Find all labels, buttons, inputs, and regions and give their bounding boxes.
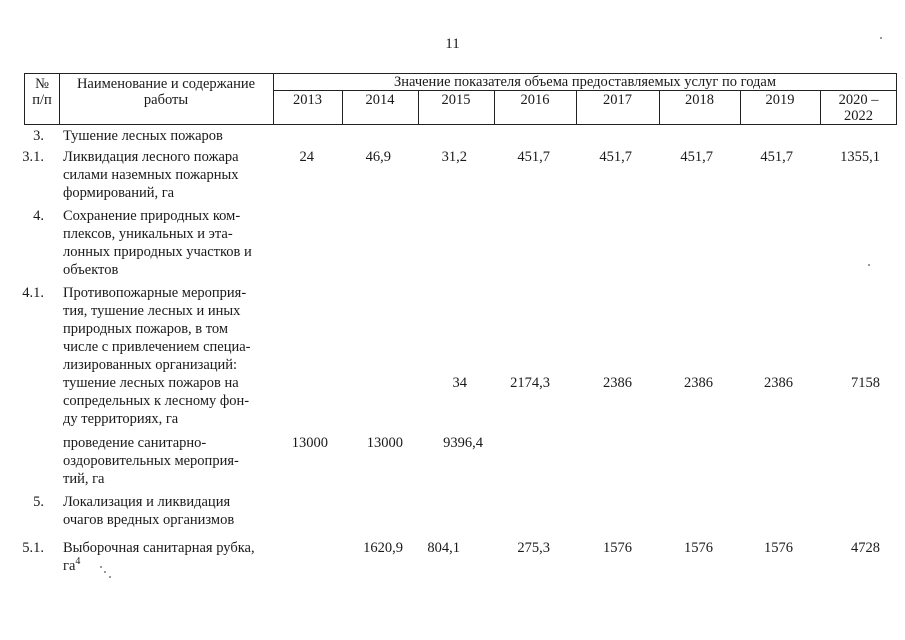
row-name — [63, 207, 275, 279]
value-cell: 24 — [299, 149, 314, 165]
row-number: 5.1. — [22, 540, 44, 556]
row-name-line: тушение лесных пожаров на — [63, 375, 239, 391]
num-header-line: № — [35, 76, 49, 92]
value-cell: 46,9 — [365, 149, 391, 165]
name-header-line: Наименование и содержание — [76, 76, 256, 92]
row-name-line: числе с привлечением специа- — [63, 339, 251, 355]
num-header-line: п/п — [32, 92, 52, 108]
row-name-line: природных пожаров, в том — [63, 321, 229, 337]
row-name-text: га — [63, 558, 76, 574]
row-number: 3. — [33, 128, 44, 144]
value-cell: 2386 — [603, 375, 632, 391]
value-cell: 13000 — [291, 435, 328, 451]
row-name — [63, 127, 275, 145]
row-name-line: формирований, га — [63, 185, 175, 201]
row-number: 4. — [33, 208, 44, 224]
value-cell: 4728 — [851, 540, 880, 556]
row-name — [63, 374, 275, 428]
value-cell: 451,7 — [680, 149, 713, 165]
row-name — [63, 148, 275, 202]
row-name-line: Выборочная санитарная рубка, — [63, 540, 255, 556]
table-header — [24, 73, 897, 125]
value-cell: 2386 — [684, 375, 713, 391]
year-header: 2014 — [365, 92, 395, 108]
row-name-line: Противопожарные мероприя- — [63, 285, 247, 301]
value-cell: 7158 — [851, 375, 880, 391]
value-cell: 1576 — [603, 540, 632, 556]
row-name-line: оздоровительных мероприя- — [63, 453, 239, 469]
value-cell: 1355,1 — [840, 149, 880, 165]
year-header: 2018 — [685, 92, 714, 108]
value-cell: 451,7 — [760, 149, 793, 165]
row-name-line: тия, тушение лесных и иных — [63, 303, 241, 319]
row-name-line — [63, 557, 275, 575]
row-name — [63, 284, 275, 374]
row-number: 5. — [33, 494, 44, 510]
scan-speck — [880, 37, 882, 39]
row-name-line: очагов вредных организмов — [63, 512, 235, 528]
num-header — [25, 76, 59, 108]
row-number: 4.1. — [22, 285, 44, 301]
year-header: 2013 — [293, 92, 322, 108]
row-name-line: тий, га — [63, 471, 105, 487]
values-header: Значение показателя объема предоставляемых услуг по годам — [393, 74, 777, 90]
year-header: 2019 — [765, 92, 795, 108]
value-cell: 1620,9 — [363, 540, 403, 556]
row-name-line: объектов — [63, 262, 119, 278]
row-name-line: сопредельных к лесному фон- — [63, 393, 250, 409]
name-header-line: работы — [143, 92, 189, 108]
footnote-mark: 4 — [75, 556, 81, 568]
scan-speck — [109, 576, 111, 578]
value-cell: 2174,3 — [510, 375, 550, 391]
value-cell: 31,2 — [441, 149, 467, 165]
year-header-line: 2022 — [844, 108, 873, 124]
row-name-line: плексов, уникальных и эта- — [63, 226, 233, 242]
scan-speck — [868, 264, 870, 266]
page-number: 11 — [445, 36, 460, 52]
value-cell: 275,3 — [517, 540, 550, 556]
value-cell: 1576 — [684, 540, 713, 556]
row-name-line: лизированных организаций: — [63, 357, 238, 373]
scan-speck — [100, 566, 102, 568]
value-cell: 804,1 — [427, 540, 460, 556]
scan-speck — [104, 571, 106, 573]
value-cell: 9396,4 — [443, 435, 483, 451]
year-header-line: 2020 – — [838, 92, 879, 108]
row-name-line: ду территориях, га — [63, 411, 179, 427]
row-name-line: силами наземных пожарных — [63, 167, 239, 183]
row-name — [63, 434, 275, 488]
value-cell: 451,7 — [517, 149, 550, 165]
value-cell: 1576 — [764, 540, 793, 556]
year-header: 2017 — [603, 92, 632, 108]
row-name — [63, 493, 275, 529]
header-divider — [273, 90, 896, 91]
year-header — [820, 92, 897, 124]
row-name-line: проведение санитарно- — [63, 435, 207, 451]
value-cell: 34 — [452, 375, 467, 391]
value-cell: 451,7 — [599, 149, 632, 165]
row-name — [63, 539, 275, 575]
row-number: 3.1. — [22, 149, 44, 165]
row-name-line: Локализация и ликвидация — [63, 494, 231, 510]
row-name-line: лонных природных участков и — [63, 244, 252, 260]
row-name-line: Тушение лесных пожаров — [63, 128, 223, 144]
value-cell: 2386 — [764, 375, 793, 391]
year-header: 2015 — [441, 92, 471, 108]
name-header — [59, 76, 273, 108]
row-name-line: Ликвидация лесного пожара — [63, 149, 239, 165]
value-cell: 13000 — [366, 435, 403, 451]
row-name-line: Сохранение природных ком- — [63, 208, 241, 224]
year-header: 2016 — [520, 92, 550, 108]
